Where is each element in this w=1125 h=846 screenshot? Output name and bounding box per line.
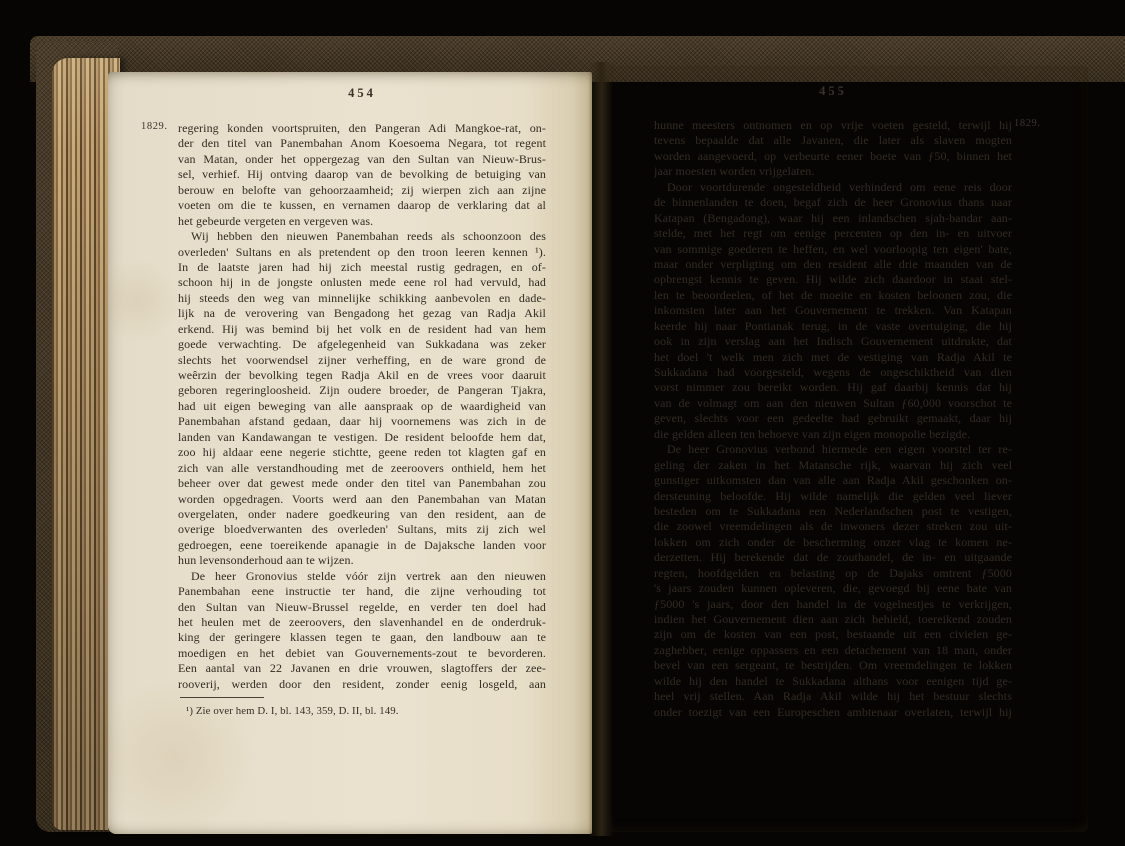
text-line: De heer Gronovius stelde vóór zijn vertrek aan den nieuwen — [191, 568, 546, 583]
text-line: sel, verhief. Hij ontving daarop van de bevolking de betuiging van — [178, 167, 546, 182]
text-line: overleden' Sultans en als pretendent op den troon leeren kennen ¹). — [178, 244, 546, 259]
text-line: Door voortdurende ongesteldheid verhinderd om eene reis door — [667, 179, 1012, 194]
text-line: hun levensonderhoud aan te wijzen. — [178, 553, 354, 568]
text-line: goede verwachting. De afgelegenheid van Sukkadana was zeker — [178, 337, 546, 352]
right-page-number: 455 — [819, 84, 847, 98]
text-line: worden opgedragen. Voorts werd aan den Panembahan van Matan — [178, 491, 546, 506]
text-line: wilde hij den handel te Sukkadana althans voor eenigen tijd ge- — [654, 673, 1012, 688]
text-line: Panembahan afstand gedaan, daar hij voornemens was zich in de — [178, 414, 546, 429]
text-line: voeten om die te kussen, en vernamen daarop de verklaring dat al — [178, 198, 546, 213]
text-line: Katapan (Bengadong), waar hij een inlandschen sjah-bandar aan- — [654, 210, 1012, 225]
text-line: schoon hij in de jongste onlusten mede eene rol had vervuld, had — [178, 275, 546, 290]
text-line: Panembahan eene instructie ter hand, die zijne verhouding tot — [178, 584, 546, 599]
footnote-text: ¹) Zie over hem D. I, bl. 143, 359, D. II, bl. 149. — [186, 705, 399, 717]
text-line: lokken om zich onder de bescherming onzer vlag te komen ne- — [654, 534, 1012, 549]
text-line: overige bloedverwanten des overleden' Sultans, mits zij zich wel — [178, 522, 546, 537]
text-line: hunne meesters ontnomen en op vrije voeten gesteld, terwijl hij — [654, 118, 1012, 132]
text-line: ook in zijn verslag aan het Indisch Gouvernement uitdrukte, dat — [654, 334, 1012, 349]
text-line: van Matan, onder het oppergezag van den Sultan van Nieuw-Brus- — [178, 151, 546, 166]
text-line: jaar moesten worden vrijgelaten. — [654, 164, 815, 179]
text-line: van sommige goederen te heffen, en wel voorloopig ten eigen' bate, — [654, 241, 1012, 256]
text-line: die gelden alleen ten behoeve van zijn eigen monopolie bezigde. — [654, 426, 971, 441]
left-page-number: 454 — [348, 86, 376, 100]
text-line: had uit eigen beweging van alle aanspraak op de waardigheid van — [178, 398, 546, 413]
text-line: zaghebber, eenige oppassers en een detachement van 18 man, onder — [654, 642, 1012, 657]
text-line: rooverij, werden door den resident, zonder eenig losgeld, aan — [178, 676, 546, 691]
footnote-separator-rule — [180, 697, 264, 698]
text-line: zich van alle verstandhouding met de zeeroovers onthield, hem het — [178, 460, 546, 475]
text-line: geboren regeringloosheid. Zijn oudere broeder, de Pangeran Tjakra, — [178, 383, 546, 398]
text-line: Sukkadana had voorgesteld, wegens de ongeschiktheid van dien — [654, 365, 1012, 379]
text-line: keerde hij naar Pontianak terug, in de vaste overtuiging, die hij — [654, 318, 1012, 333]
text-line: king der geringere klassen tegen te gaan, den landbouw aan te — [178, 630, 546, 645]
right-page-text-block — [654, 118, 1012, 720]
text-line: die zoowel vreemdelingen als de inwoners dezer streken zou uit- — [654, 519, 1012, 534]
text-line: beheer over dat gewest mede onder den titel van Panembahan zou — [178, 476, 546, 491]
text-line: dersteuning beloofde. Hij wilde namelijk die gelden veel liever — [654, 488, 1012, 503]
text-line: tevens bepaalde dat alle Javanen, die later als slaven mogten — [654, 133, 1012, 148]
text-line: zijn om de kosten van een post, bestaande uit een civielen ge- — [654, 627, 1012, 642]
text-line: het gebeurde vergeten en vergeven was. — [178, 213, 374, 228]
text-line: weêrzin der bevolking tegen Radja Akil en de vrees voor daaruit — [178, 368, 546, 382]
text-line: gedroegen, eene toereikende apanagie in de Dajaksche landen voor — [178, 537, 546, 552]
text-line: Wij hebben den nieuwen Panembahan reeds als schoonzoon des — [191, 229, 546, 244]
text-line: inkomsten later aan het Gouvernement te trekken. Van Katapan — [654, 303, 1012, 318]
text-line: moedigen en het debiet van Gouvernements-zout te bevorderen. — [178, 645, 546, 660]
text-line: overgelaten, onder nadere goedkeuring van den resident, aan de — [178, 506, 546, 521]
text-line: geven, slechts voor een gedeelte had gebruikt gemaakt, daar hij — [654, 411, 1012, 426]
text-line: worden aangevoerd, op verbeurte eener boete van ƒ50, binnen het — [654, 148, 1012, 163]
left-margin-year-note: 1829. — [141, 121, 168, 132]
text-line: berouw en belofte van gehoorzaamheid; zij wierpen zich aan zijne — [178, 182, 546, 197]
text-line: geling der zaken in het Matansche rijk, waarvan hij zich veel — [654, 457, 1012, 472]
text-line: hij steeds den weg van minnelijke schikking aanbevolen en dade- — [178, 290, 546, 305]
text-line: de binnenlanden te doen, begaf zich de heer Gronovius thans naar — [654, 195, 1012, 210]
text-line: heel vrij stellen. Aan Radja Akil wilde hij het bestuur slechts — [654, 689, 1012, 704]
text-line: erkend. Hij was bemind bij het volk en de resident had van hem — [178, 321, 546, 336]
text-line: Een aantal van 22 Javanen en drie vrouwen, slagtoffers der zee- — [178, 661, 546, 676]
text-line: der den titel van Panembahan Anom Koesoema Negara, tot regent — [178, 136, 546, 151]
text-line: gunstiger uitkomsten dan van alle aan Radja Akil geschonken on- — [654, 473, 1012, 488]
left-page-text-block — [178, 121, 546, 692]
text-line: het doel 't welk men zich met de vestiging van Radja Akil te — [654, 349, 1012, 364]
text-line: onder toezigt van een Europeschen ambtenaar overlaten, terwijl hij — [654, 704, 1012, 719]
text-line: bevel van een sergeant, te bestrijden. Om vreemdelingen te lokken — [654, 658, 1012, 673]
text-line: maar onder verpligting om den resident alle drie maanden van de — [654, 256, 1012, 271]
text-line: 's jaars zouden kunnen opleveren, die, gevoegd bij eene bate van — [654, 581, 1012, 596]
right-margin-year-note: 1829. — [1014, 118, 1041, 129]
text-line: landen van Kandawangan te vestigen. De resident beloofde hem dat, — [178, 429, 546, 444]
text-line: regten, hoofdgelden en belasting op de Dajaks omtrent ƒ5000 — [654, 565, 1012, 580]
text-line: In de laatste jaren had hij zich meestal rustig gedragen, en of- — [178, 259, 546, 274]
text-line: opbrengst kennis te geven. Hij wilde zich daardoor in staat stel- — [654, 272, 1012, 287]
text-line: regering konden voortspruiten, den Pangeran Adi Mangkoe-rat, on- — [178, 121, 546, 135]
text-line: De heer Gronovius verbond hiermede een eigen voorstel ter re- — [667, 442, 1012, 457]
left-page — [108, 72, 592, 834]
text-line: van de volmagt om aan den nieuwen Sultan ƒ60,000 voorschot te — [654, 395, 1012, 410]
text-line: het heulen met de zeeroovers, den slavenhandel en de onderdruk- — [178, 615, 546, 629]
text-line: vorst nimmer zou bereikt worden. Hij gaf daarbij kennis dat hij — [654, 380, 1012, 395]
text-line: besteden om te Sukkadana een Nederlandschen post te vestigen, — [654, 503, 1012, 518]
right-page — [610, 66, 1088, 832]
text-line: ƒ5000 's jaars, door den handel in de vogelnestjes te verkrijgen, — [654, 596, 1012, 611]
text-line: zoo hij aldaar eene negerie stichtte, geene reden tot klagten gaf en — [178, 445, 546, 460]
text-line: indien het Gouvernement dien aan zich behield, toereikend zouden — [654, 612, 1012, 626]
text-line: den Sultan van Nieuw-Brussel regelde, en verder ten doel had — [178, 599, 546, 614]
text-line: slechts het voorwendsel zijner verheffing, en de ware grond de — [178, 352, 546, 367]
text-line: len te beoordeelen, of het de moeite en kosten beloonen zou, die — [654, 287, 1012, 302]
text-line: lijk na de verovering van Bengadong het gezag van Radja Akil — [178, 306, 546, 321]
text-line: derzetten. Hij berekende dat de zouthandel, de in- en uitgaande — [654, 550, 1012, 565]
text-line: stelde, met het regt om eenige percenten op den in- en uitvoer — [654, 226, 1012, 241]
